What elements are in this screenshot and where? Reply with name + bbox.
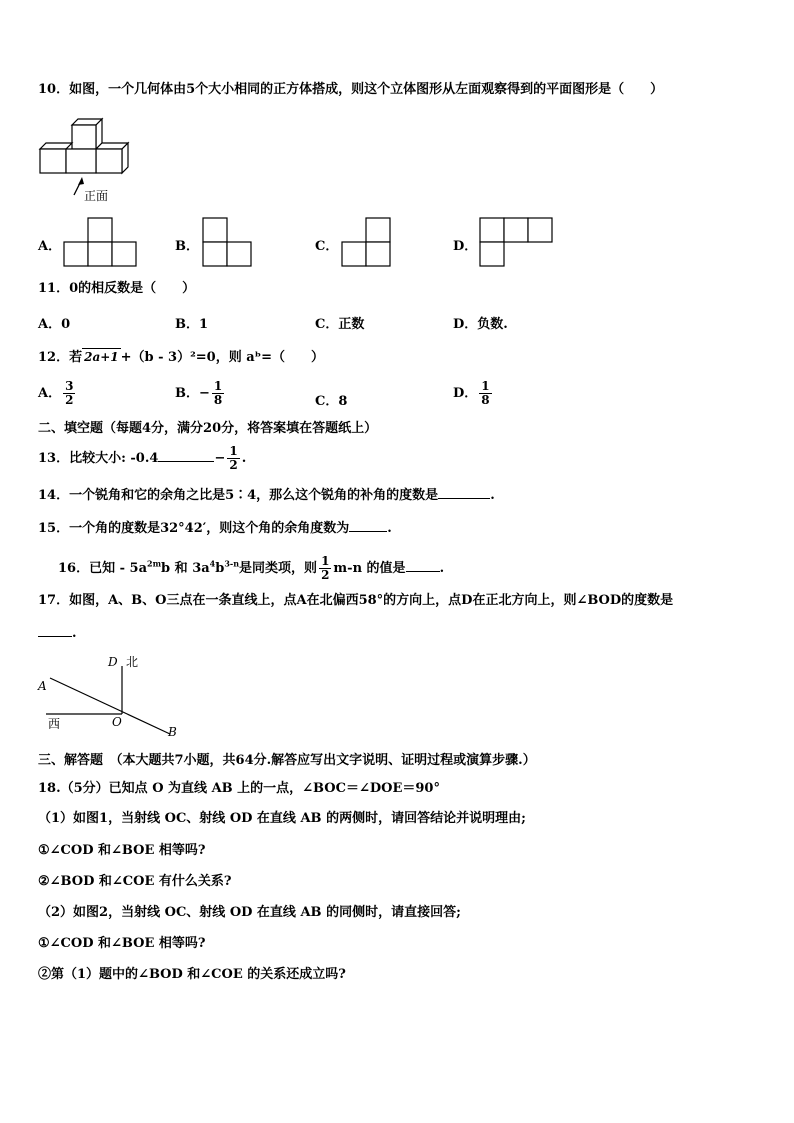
q12-option-b: B．− $\frac{1}{8}$: [175, 379, 223, 407]
q13: 13．比较大小: -0.4 − $\frac{1}{2}$ .: [38, 444, 247, 472]
label-west: 西: [48, 717, 61, 731]
section3-heading: 三、解答题 （本大题共7小题，共64分.解答应写出文字说明、证明过程或演算步骤.）: [38, 753, 536, 768]
q12-sqrt: 2a+1: [84, 350, 119, 364]
q15: 15．一个角的度数是32°42′，则这个角的余角度数为 .: [38, 521, 392, 536]
q11-option-b: B．1: [175, 317, 209, 332]
q18-line-5: ①∠COD 和∠BOE 相等吗?: [38, 936, 206, 951]
label-north: 北: [126, 655, 139, 669]
q10-option-a-figure: [62, 216, 138, 270]
q11-option-a: A．0: [38, 317, 71, 332]
q10-option-c: C．: [315, 239, 339, 254]
q10-option-d-figure: [478, 216, 556, 270]
q10-stem: 10．如图，一个几何体由5个大小相同的正方体搭成，则这个立体图形从左面观察得到的平面图形是（ ）: [38, 82, 664, 97]
label-d: D: [108, 655, 118, 669]
q10-solid-figure: [38, 115, 138, 207]
q10-option-d: D．: [453, 239, 478, 254]
q10-option-b-figure: [201, 216, 255, 270]
label-b: B: [168, 725, 177, 739]
q18-line-3: ②∠BOD 和∠COE 有什么关系?: [38, 874, 232, 889]
q18-stem: 18.（5分）已知点 O 为直线 AB 上的一点，∠BOC＝∠DOE＝90°: [38, 781, 440, 796]
q10-option-a: A．: [38, 239, 62, 254]
q11-stem: 11．0的相反数是（ ）: [38, 281, 196, 296]
q18-line-2: ①∠COD 和∠BOE 相等吗?: [38, 843, 206, 858]
q12-option-d: D． $\frac{1}{8}$: [453, 379, 490, 407]
q12-option-c: C．8: [315, 394, 348, 409]
section2-heading: 二、填空题（每题4分，满分20分，将答案填在答题纸上）: [38, 421, 378, 436]
q14: 14．一个锐角和它的余角之比是5∶4，那么这个锐角的补角的度数是 .: [38, 488, 495, 503]
q18-line-4: （2）如图2，当射线 OC、射线 OD 在直线 AB 的同侧时，请直接回答;: [38, 905, 461, 920]
q18-line-1: （1）如图1，当射线 OC、射线 OD 在直线 AB 的两侧时，请回答结论并说明理由;: [38, 811, 526, 826]
q12-option-a: A． $\frac{3}{2}$: [38, 379, 74, 407]
q17-figure: [36, 652, 186, 742]
q11-option-c: C．正数: [315, 317, 365, 332]
q11-option-d: D．负数.: [453, 317, 508, 332]
q17-answer-line: .: [38, 626, 77, 642]
front-label: 正面: [84, 189, 109, 203]
line-ab: [50, 678, 170, 734]
q17: 17．如图，A、B、O三点在一条直线上，点A在北偏西58°的方向上，点D在正北方向上，则∠BOD的度数是: [38, 593, 674, 608]
q16: 16．已知 - $5a^{2m}b$ 和 $3a^4b^{3-n}$是同类项，则 $\frac{1}{2}$ m-n 的值是 .: [58, 554, 445, 582]
q10-option-c-figure: [340, 216, 394, 270]
q12-stem: 12．若 2a+1 +（b - 3）²=0，则 aᵇ=（ ）: [38, 350, 325, 365]
q10-option-b: B．: [175, 239, 199, 254]
label-o: O: [112, 715, 122, 729]
q18-line-6: ②第（1）题中的∠BOD 和∠COE 的关系还成立吗?: [38, 967, 346, 982]
label-a: A: [38, 679, 47, 693]
